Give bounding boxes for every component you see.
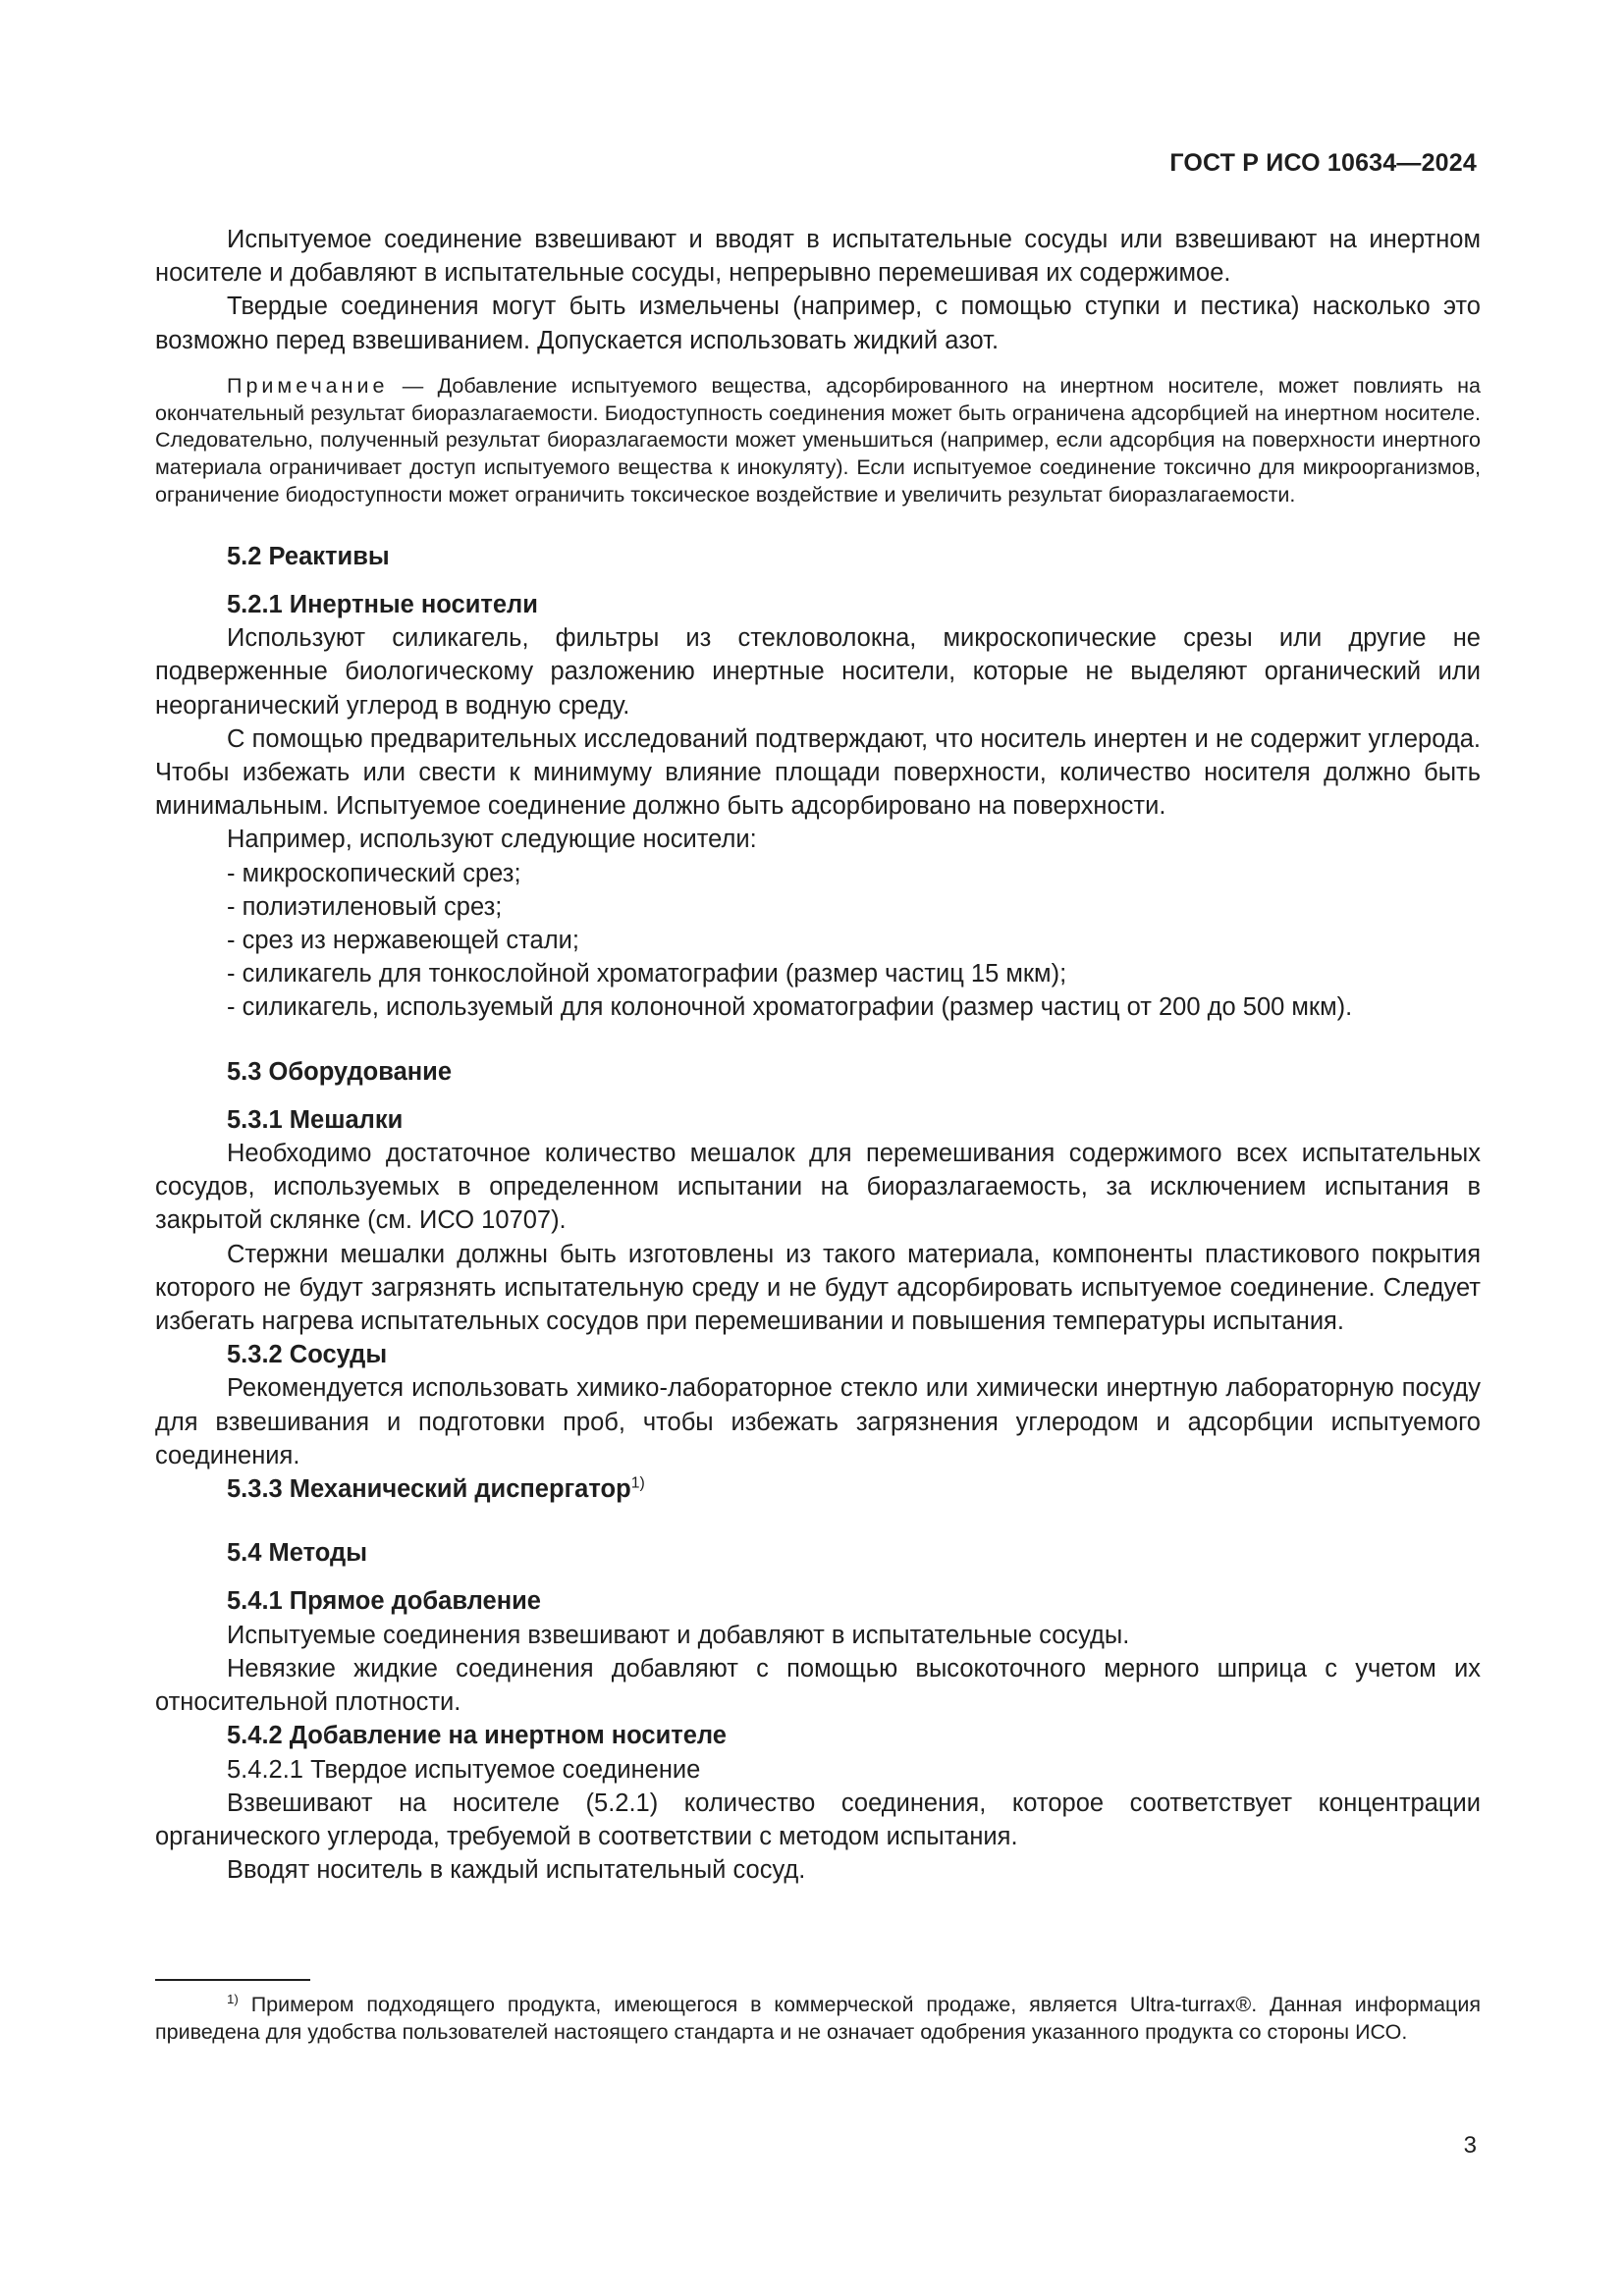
- paragraph: Твердые соединения могут быть измельчены (например, с помощью ступки и пестика) насколько это возможно перед взвешиванием. Допускается использовать жидкий азот.: [155, 293, 1481, 354]
- section-heading-5-4: 5.4 Методы: [227, 1539, 367, 1568]
- list-item: - силикагель, используемый для колоночной хроматографии (размер частиц от 200 до 500 мкм).: [227, 993, 1353, 1022]
- footnote-text: Примером подходящего продукта, имеющегося в коммерческой продаже, является Ultra-turrax®. Данная информация приведена для удобства пользователей настоящего стандарта и не означает одобрения указанного продукта со стороны ИСО.: [155, 1993, 1481, 2044]
- section-heading-5-2: 5.2 Реактивы: [227, 542, 390, 570]
- section-heading-5-2-1: 5.2.1 Инертные носители: [227, 591, 538, 618]
- paragraph: Вводят носитель в каждый испытательный сосуд.: [227, 1856, 806, 1885]
- document-body: [155, 223, 1481, 1887]
- section-heading-5-3: 5.3 Оборудование: [227, 1057, 453, 1086]
- page-number: 3: [1463, 2132, 1477, 2159]
- heading-text: 5.3.3 Механический диспергатор: [227, 1475, 631, 1504]
- list-item: - полиэтиленовый срез;: [227, 892, 503, 921]
- paragraph: Стержни мешалки должны быть изготовлены из такого материала, компоненты пластикового покрытия которого не будут загрязнять испытательную среду и не будут адсорбировать испытуемое соединение. Следует избегать нагрева испытательных сосудов при перемешивании и повышения температуры испытания.: [155, 1240, 1481, 1336]
- paragraph: Испытуемое соединение взвешивают и вводят в испытательные сосуды или взвешивают на инертном носителе и добавляют в испытательные сосуды, непрерывно перемешивая их содержимое.: [155, 226, 1481, 288]
- paragraph: С помощью предварительных исследований подтверждают, что носитель инертен и не содержит углерода. Чтобы избежать или свести к минимуму влияние площади поверхности, количество носителя должно быть минимальным. Испытуемое соединение должно быть адсорбировано на поверхности.: [155, 724, 1481, 821]
- paragraph: Невязкие жидкие соединения добавляют с помощью высокоточного мерного шприца с учетом их относительной плотности.: [155, 1654, 1481, 1717]
- paragraph: Необходимо достаточное количество мешалок для перемешивания содержимого всех испытательных сосудов, используемых в определенном испытании на биоразлагаемость, за исключением испытания в закрытой склянке (см. ИСО 10707).: [155, 1140, 1481, 1235]
- paragraph: Рекомендуется использовать химико-лабораторное стекло или химически инертную лабораторную посуду для взвешивания и подготовки проб, чтобы избежать загрязнения углеродом и адсорбции испытуемого соединения.: [155, 1374, 1481, 1469]
- note-text: — Добавление испытуемого вещества, адсорбированного на инертном носителе, может повлиять на окончательный результат биоразлагаемости. Биодоступность соединения может быть ограничена адсорбцией на инертном носителе. Следовательно, полученный результат биоразлагаемости может уменьшиться (например, если адсорбция на поверхности инертного материала ограничивает доступ испытуемого вещества к инокуляту). Если испытуемое соединение токсично для микроорганизмов, ограничение биодоступности может ограничить токсическое воздействие и увеличить результат биоразлагаемости.: [155, 373, 1481, 507]
- footnote-marker: 1): [227, 1991, 239, 2006]
- list-item: - микроскопический срез;: [227, 859, 521, 887]
- section-heading-5-4-1: 5.4.1 Прямое добавление: [227, 1587, 541, 1616]
- list-item: - срез из нержавеющей стали;: [227, 927, 579, 955]
- note-label: Примечание: [227, 373, 389, 398]
- subsection-title-5-4-2-1: 5.4.2.1 Твердое испытуемое соединение: [227, 1755, 701, 1784]
- note-block: [155, 373, 1481, 509]
- paragraph: Используют силикагель, фильтры из стекловолокна, микроскопические срезы или другие не подверженные биологическому разложению инертные носители, которые не выделяют органический или неорганический углерод в водную среду.: [155, 624, 1481, 720]
- document-code-header: ГОСТ Р ИСО 10634—2024: [1169, 149, 1477, 177]
- carrier-list: [155, 857, 1481, 1025]
- paragraph: Взвешивают на носителе (5.2.1) количество соединения, которое соответствует концентрации органического углерода, требуемой в соответствии с методом испытания.: [155, 1789, 1481, 1850]
- footnote: [155, 1991, 1481, 2046]
- footnote-reference[interactable]: 1): [630, 1474, 645, 1492]
- paragraph: Например, используют следующие носители:: [227, 826, 757, 854]
- paragraph: Испытуемые соединения взвешивают и добавляют в испытательные сосуды.: [227, 1621, 1130, 1649]
- list-item: - силикагель для тонкослойной хроматографии (размер частиц 15 мкм);: [227, 960, 1067, 988]
- section-heading-5-3-1: 5.3.1 Мешалки: [227, 1105, 404, 1134]
- section-heading-5-3-3: [155, 1472, 1481, 1506]
- section-heading-5-4-2: 5.4.2 Добавление на инертном носителе: [227, 1722, 727, 1750]
- footnote-divider: [155, 1979, 310, 1981]
- section-heading-5-3-2: 5.3.2 Сосуды: [227, 1341, 388, 1369]
